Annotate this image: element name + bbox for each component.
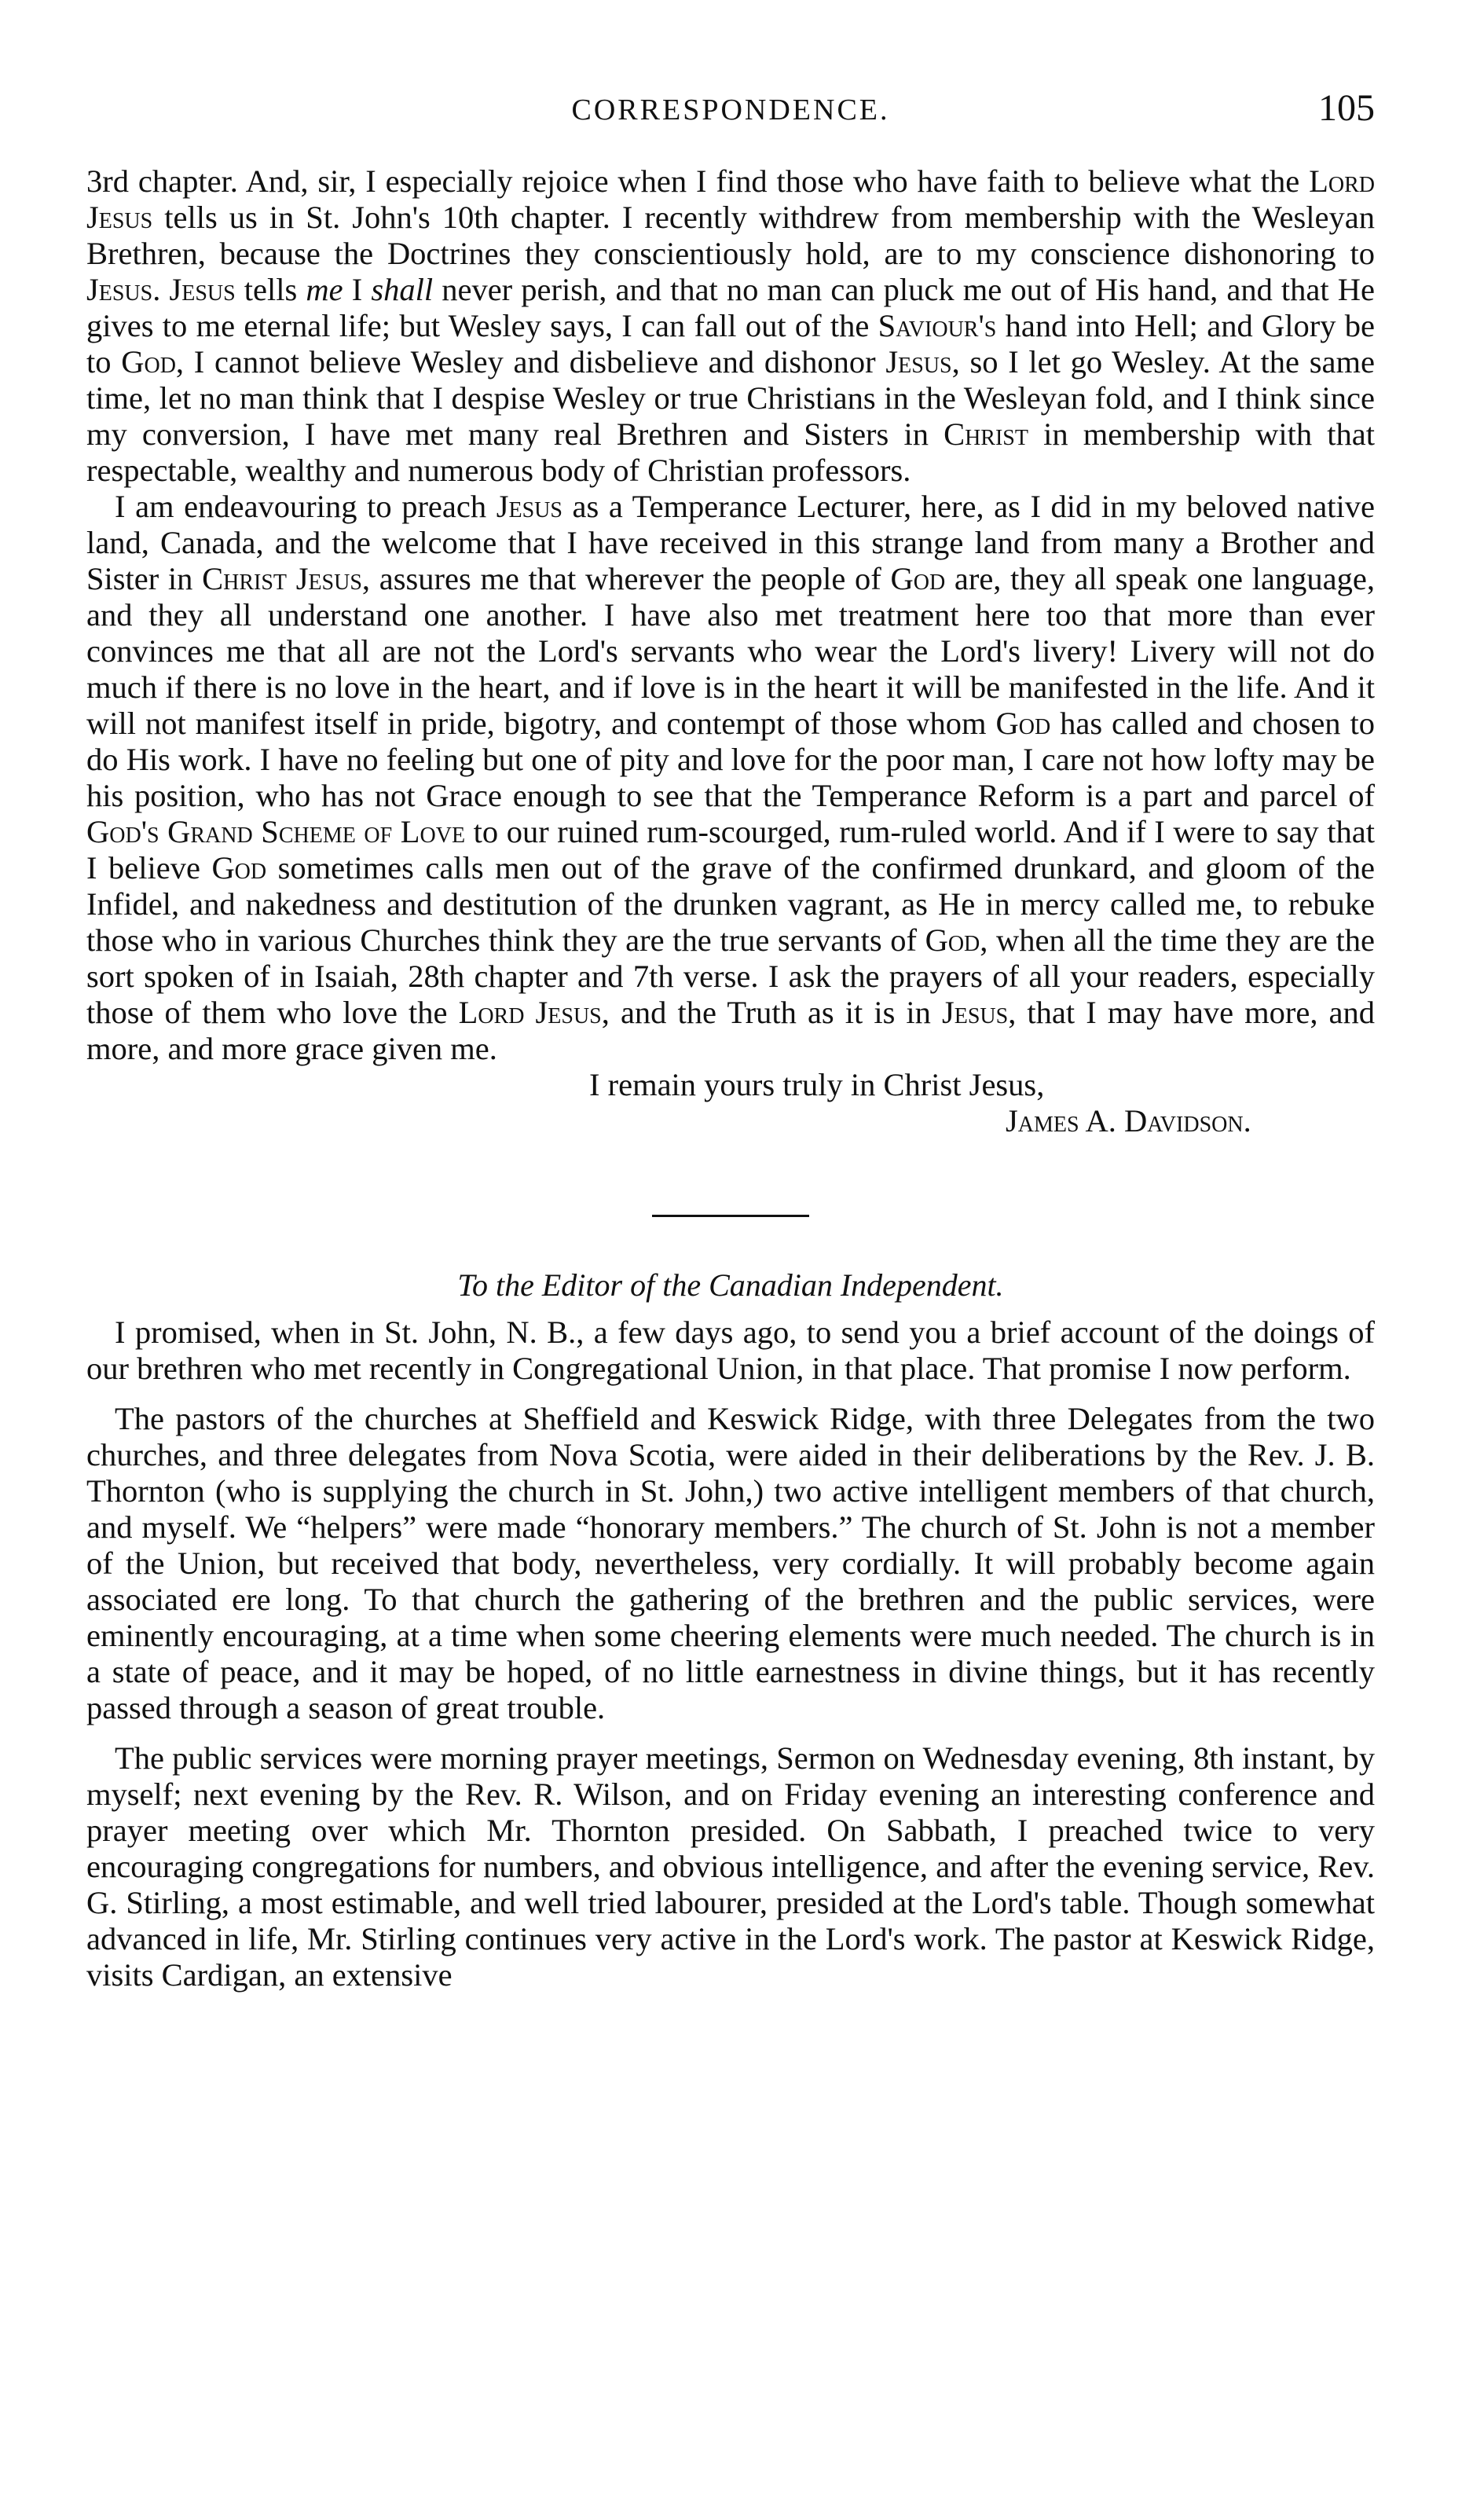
letter2-heading: To the Editor of the Canadian Independent. <box>457 1267 1004 1303</box>
letter2-paragraph-2: The pastors of the churches at Sheffield and Keswick Ridge, with three Delegates from the two churches, and three delegates from Nova Scotia, were aided in their deliberations by the Rev. J. B. Thornton (who is supplying the church in St. John,) two active intelligent members of that church, and myself. We “helpers” were made “honorary members.” The church of St. John is not a member of the Union, but received that body, nevertheless, very cordially. It will probably become again associated ere long. To that church the gathering of the brethren and the public services, were eminently encouraging, at a time when some cheering elements were much needed. The church is in a state of peace, and it may be hoped, of no little earnestness in divine things, but it has recently passed through a season of great trouble. <box>86 1401 1375 1725</box>
letter2-paragraph-1: I promised, when in St. John, N. B., a few days ago, to send you a brief account of the doings of our brethren who met recently in Congregational Union, in that place. That promise I now perform. <box>86 1314 1375 1386</box>
letter2-paragraph-3: The public services were morning prayer meetings, Sermon on Wednesday evening, 8th instant, by myself; next evening by the Rev. R. Wilson, and on Friday evening an interesting conference and prayer meeting over which Mr. Thornton presided. On Sabbath, I preached twice to very encouraging congregations for numbers, and obvious intelligence, and after the evening service, Rev. G. Stirling, a most estimable, and well tried labourer, presided at the Lord's table. Though somewhat advanced in life, Mr. Stirling continues very active in the Lord's work. The pastor at Keswick Ridge, visits Cardigan, an extensive <box>86 1740 1375 1993</box>
closing-line: I remain yours truly in Christ Jesus, <box>589 1067 1045 1102</box>
letter1-signoff <box>86 1067 1375 1139</box>
letter1-paragraph-1: 3rd chapter. And, sir, I especially rejoice when I find those who have faith to believe what the Lord Jesus tells us in St. John's 10th chapter. I recently withdrew from membership with the Wesleyan Brethren, because the Doctrines they conscientiously hold, are to my conscience dishonoring to Jesus. Jesus tells me I shall never perish, and that no man can pluck me out of His hand, and that He gives to me eternal life; but Wesley says, I can fall out of the Saviour's hand into Hell; and Glory be to God, I cannot believe Wesley and disbelieve and dishonor Jesus, so I let go Wesley. At the same time, let no man think that I despise Wesley or true Christians in the Wesleyan fold, and I think since my conversion, I have met many real Brethren and Sisters in Christ in membership with that respectable, wealthy and numerous body of Christian professors. <box>86 163 1375 488</box>
signature: James A. Davidson. <box>1006 1103 1251 1138</box>
page-header <box>86 87 1375 163</box>
section-divider <box>652 1215 809 1217</box>
page <box>86 87 1376 1993</box>
page-number: 105 <box>1318 87 1375 129</box>
running-head: CORRESPONDENCE. <box>571 94 890 126</box>
letter1-paragraph-2: I am endeavouring to preach Jesus as a Temperance Lecturer, here, as I did in my beloved native land, Canada, and the welcome that I have received in this strange land from many a Brother and Sister in Christ Jesus, assures me that wherever the people of God are, they all speak one language, and they all understand one another. I have also met treatment here too that more than ever convinces me that all are not the Lord's servants who wear the Lord's livery! Livery will not do much if there is no love in the heart, and if love is in the heart it will be manifested in the life. And it will not manifest itself in pride, bigotry, and contempt of those whom God has called and chosen to do His work. I have no feeling but one of pity and love for the poor man, I care not how lofty may be his position, who has not Grace enough to see that the Temperance Reform is a part and parcel of God's Grand Scheme of Love to our ruined rum-scourged, rum-ruled world. And if I were to say that I believe God sometimes calls men out of the grave of the confirmed drunkard, and gloom of the Infidel, and nakedness and destitution of the drunken vagrant, as He in mercy called me, to rebuke those who in various Churches think they are the true servants of God, when all the time they are the sort spoken of in Isaiah, 28th chapter and 7th verse. I ask the prayers of all your readers, especially those of them who love the Lord Jesus, and the Truth as it is in Jesus, that I may have more, and more, and more grace given me. <box>86 489 1376 1066</box>
